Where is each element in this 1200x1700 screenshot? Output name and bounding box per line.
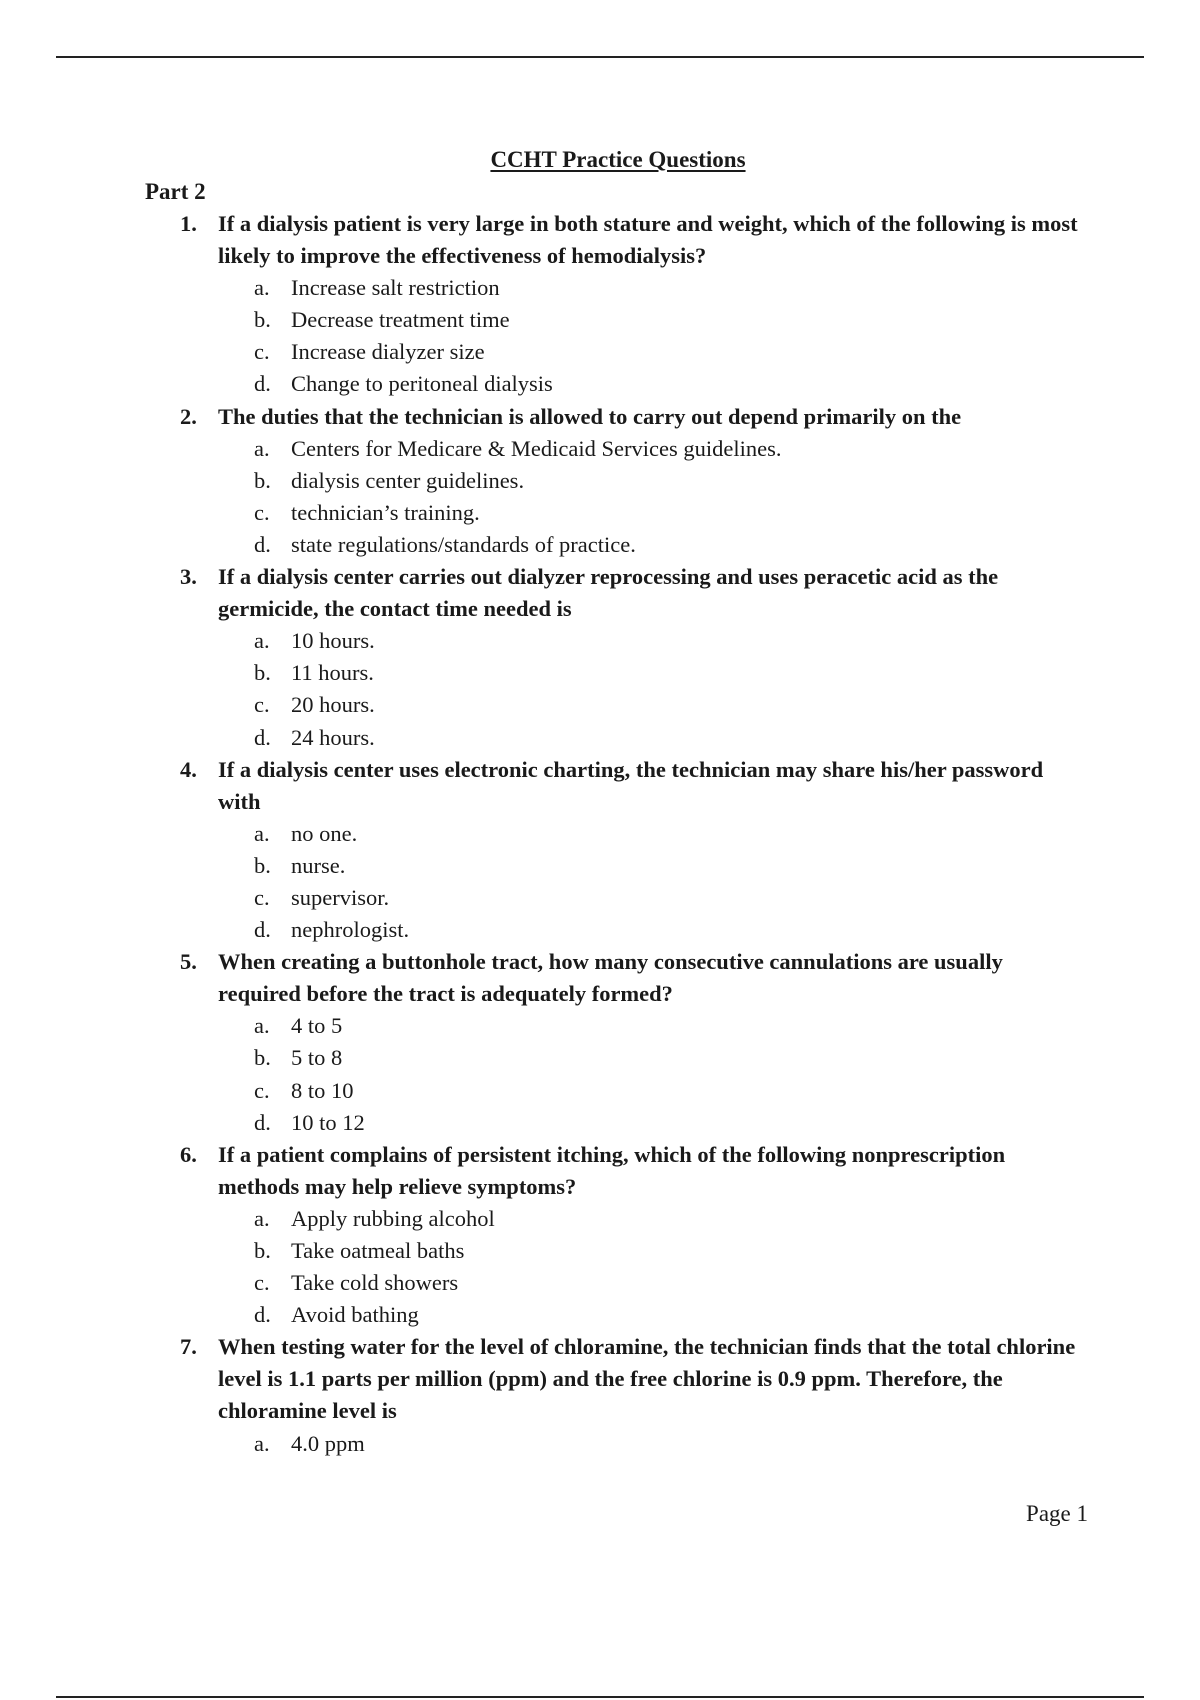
- option-text: Increase salt restriction: [291, 275, 500, 301]
- question-number: 1.: [180, 211, 197, 236]
- option-letter: d.: [254, 371, 271, 397]
- question-number: 5.: [180, 949, 197, 975]
- answer-option: [0, 497, 1200, 529]
- option-text: technician’s training.: [291, 499, 480, 525]
- option-text: 11 hours.: [291, 660, 374, 686]
- option-letter: b.: [254, 467, 271, 493]
- option-text: Decrease treatment time: [291, 307, 510, 333]
- option-letter: a.: [254, 1205, 270, 1231]
- question-text: When creating a buttonhole tract, how many consecutive cannulations are usually required before the tract is adequately formed?: [218, 949, 1003, 1007]
- question-item: [0, 754, 1200, 947]
- footer-rule: [56, 1696, 1144, 1698]
- answer-option: [0, 433, 1200, 465]
- question-item: [0, 1331, 1200, 1459]
- question-item: [0, 946, 1200, 1139]
- option-letter: a.: [254, 628, 270, 654]
- answer-option: [0, 689, 1200, 721]
- answer-option: [0, 529, 1200, 561]
- question-number: 2.: [180, 403, 197, 429]
- option-letter: d.: [254, 1302, 271, 1328]
- question-text: The duties that the technician is allowed to carry out depend primarily on the: [218, 403, 962, 429]
- answer-option: [0, 722, 1200, 754]
- document-title: CCHT Practice Questions: [490, 147, 746, 172]
- answer-option: [0, 818, 1200, 850]
- page-number: Page 1: [1026, 1501, 1088, 1526]
- answer-option: [0, 304, 1200, 336]
- question-item: [0, 401, 1200, 561]
- answer-option: [0, 882, 1200, 914]
- answer-option: [0, 336, 1200, 368]
- answer-option: [0, 1203, 1200, 1235]
- option-letter: c.: [254, 1270, 270, 1296]
- question-text: If a dialysis center uses electronic charting, the technician may share his/her password with: [218, 756, 1044, 814]
- answer-option: [0, 1235, 1200, 1267]
- question-item: [0, 208, 1200, 401]
- option-letter: a.: [254, 435, 270, 461]
- option-text: Change to peritoneal dialysis: [291, 371, 553, 397]
- option-letter: b.: [254, 1045, 271, 1071]
- answer-option: [0, 1428, 1200, 1460]
- option-text: 20 hours.: [291, 692, 375, 718]
- option-text: 24 hours.: [291, 724, 375, 750]
- question-item: [0, 1139, 1200, 1332]
- answer-option: [0, 1010, 1200, 1042]
- option-text: state regulations/standards of practice.: [291, 531, 636, 557]
- answer-option: [0, 1075, 1200, 1107]
- option-letter: d.: [254, 1109, 271, 1135]
- option-letter: b.: [254, 1238, 271, 1263]
- answer-option: [0, 657, 1200, 689]
- answer-option: [0, 272, 1200, 304]
- question-text: When testing water for the level of chloramine, the technician finds that the total chlorine level is 1.1 parts per million (ppm) and the free chlorine is 0.9 ppm. Therefore, the chloramine level is: [218, 1334, 1076, 1424]
- option-text: dialysis center guidelines.: [291, 467, 525, 493]
- question-item: [0, 561, 1200, 754]
- option-text: 4 to 5: [291, 1013, 343, 1039]
- answer-option: [0, 465, 1200, 497]
- option-text: Increase dialyzer size: [291, 339, 485, 365]
- answer-option: [0, 625, 1200, 657]
- question-stem: [0, 401, 1200, 433]
- question-stem: [0, 1331, 1200, 1427]
- answer-option: [0, 1299, 1200, 1331]
- question-stem: [0, 946, 1200, 1010]
- answer-option: [0, 850, 1200, 882]
- option-letter: a.: [254, 275, 270, 301]
- option-letter: c.: [254, 1077, 270, 1103]
- option-letter: a.: [254, 1430, 270, 1456]
- option-letter: c.: [254, 339, 270, 365]
- option-text: 4.0 ppm: [291, 1430, 365, 1456]
- question-number: 3.: [180, 564, 197, 590]
- option-letter: a.: [254, 1013, 270, 1039]
- question-stem: [0, 208, 1200, 272]
- option-text: Apply rubbing alcohol: [291, 1205, 495, 1231]
- question-number: 6.: [180, 1141, 197, 1167]
- question-number: 4.: [180, 756, 197, 782]
- part-heading: Part 2: [145, 179, 206, 204]
- question-list: [0, 208, 1200, 1460]
- question-text: If a dialysis center carries out dialyzer reprocessing and uses peracetic acid as the germicide, the contact time needed is: [218, 564, 999, 622]
- answer-option: [0, 368, 1200, 400]
- option-text: 10 hours.: [291, 628, 375, 654]
- option-letter: d.: [254, 531, 271, 557]
- option-text: Take oatmeal baths: [291, 1238, 465, 1263]
- option-letter: c.: [254, 692, 270, 718]
- header-rule: [56, 56, 1144, 58]
- option-text: supervisor.: [291, 884, 390, 910]
- option-text: Centers for Medicare & Medicaid Services guidelines.: [291, 435, 782, 461]
- option-letter: c.: [254, 884, 270, 910]
- answer-option: [0, 1042, 1200, 1074]
- option-text: Avoid bathing: [291, 1302, 419, 1328]
- option-letter: b.: [254, 307, 271, 333]
- option-text: no one.: [291, 820, 358, 846]
- option-text: 8 to 10: [291, 1077, 354, 1103]
- option-letter: b.: [254, 660, 271, 686]
- question-stem: [0, 754, 1200, 818]
- answer-option: [0, 1267, 1200, 1299]
- option-letter: d.: [254, 917, 271, 943]
- question-stem: [0, 1139, 1200, 1203]
- answer-option: [0, 914, 1200, 946]
- option-text: Take cold showers: [291, 1270, 459, 1296]
- option-text: nurse.: [291, 852, 346, 878]
- option-letter: b.: [254, 852, 271, 878]
- option-text: nephrologist.: [291, 917, 410, 943]
- question-number: 7.: [180, 1334, 197, 1360]
- answer-option: [0, 1107, 1200, 1139]
- question-stem: [0, 561, 1200, 625]
- option-letter: d.: [254, 724, 271, 750]
- option-letter: a.: [254, 820, 270, 846]
- option-text: 5 to 8: [291, 1045, 343, 1071]
- option-text: 10 to 12: [291, 1109, 365, 1135]
- question-text: If a patient complains of persistent itching, which of the following nonprescription methods may help relieve symptoms?: [218, 1141, 1006, 1199]
- option-letter: c.: [254, 499, 270, 525]
- question-text: If a dialysis patient is very large in both stature and weight, which of the following is most likely to improve the effectiveness of hemodialysis?: [218, 211, 1078, 269]
